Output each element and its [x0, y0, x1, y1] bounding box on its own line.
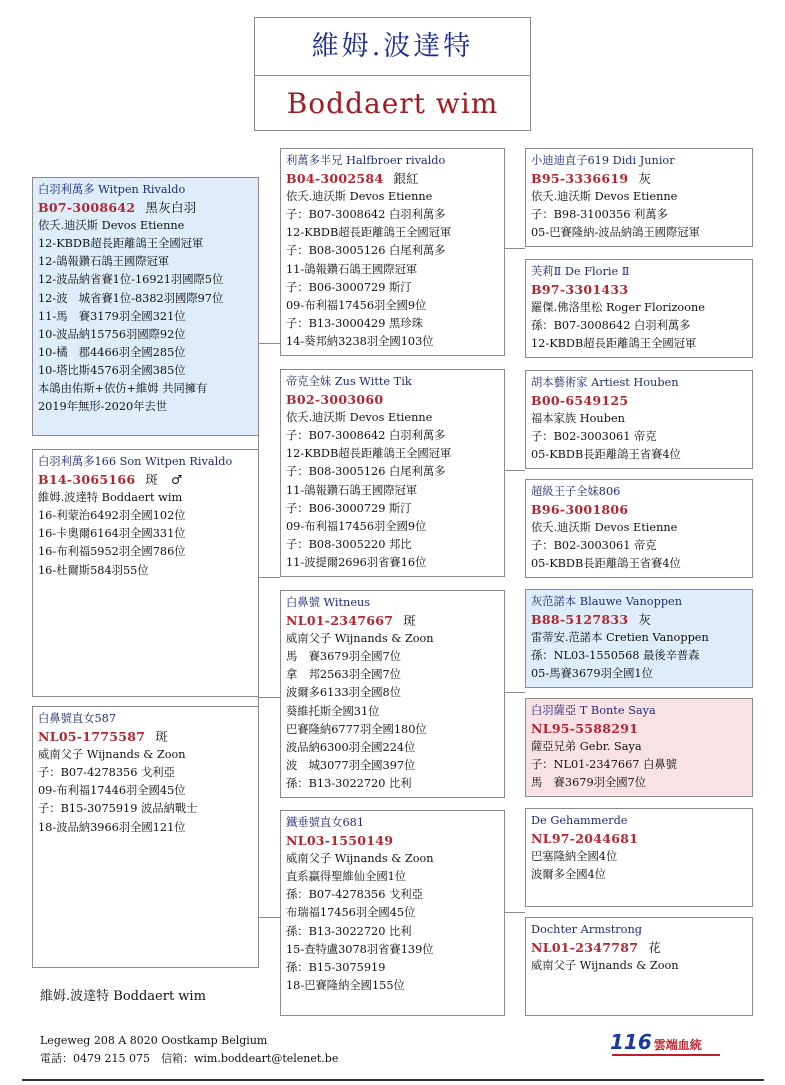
info-line: 子：B07-3008642 白羽利萬多 [286, 429, 446, 443]
info-line: 巴塞隆納全國4位 [531, 850, 618, 864]
pigeon-card-ggs-1 [525, 148, 753, 247]
pigeon-name: 胡本藝術家 Artiest Houben [531, 376, 679, 389]
pigeon-card-ggd-4 [525, 917, 753, 1016]
ring-row [38, 199, 253, 217]
info-line: 10-波品納15756羽國際92位 [38, 327, 186, 341]
pigeon-card-ggs-4 [525, 808, 753, 907]
pigeon-card-ggd-1 [525, 259, 753, 358]
pigeon-name: 白羽利萬多166 Son Witpen Rivaldo [38, 455, 233, 468]
pigeon-name: 白鼻號 Witneus [286, 596, 371, 609]
pigeon-card-dam [32, 706, 259, 968]
info-line: 拿 邦2563羽全國7位 [286, 668, 402, 682]
ring-row [286, 832, 499, 850]
pigeon-color: 灰 [638, 171, 652, 187]
info-line: 09-布利福17456羽全國9位 [286, 519, 427, 533]
pigeon-color: 斑 ♂ [145, 472, 183, 488]
pigeon-card-ggd-3 [525, 698, 753, 797]
pigeon-name: 白羽薩亞 T Bonte Saya [531, 704, 656, 717]
info-line: 子：B06-3000729 斯汀 [286, 280, 412, 294]
info-line: 12-KBDB超長距離鴿王全國冠軍 [286, 447, 452, 461]
pigeon-name: 鐵垂號直女681 [286, 816, 365, 829]
info-line: 福本家族 Houben [531, 412, 625, 426]
info-line: 直系贏得聖維仙全國1位 [286, 870, 407, 884]
pigeon-card-grandsire-dam-side [280, 590, 505, 798]
info-line: 09-布利福17446羽全國45位 [38, 784, 186, 798]
ring-number: B95-3336619 [531, 171, 629, 187]
connector-line [505, 912, 525, 913]
ring-row [531, 501, 747, 519]
info-line: 18-巴賽隆納全國155位 [286, 978, 405, 992]
ring-row [531, 720, 747, 738]
logo-number: 116 [610, 1030, 652, 1054]
ring-row [286, 170, 499, 188]
info-line: 14-葵邦納3238羽全國103位 [286, 334, 434, 348]
title-box [254, 17, 531, 131]
info-line: 孫：B07-3008642 白羽利萬多 [531, 319, 691, 333]
info-line: 波爾多6133羽全國8位 [286, 686, 402, 700]
ring-row [531, 170, 747, 188]
pigeon-name: 小迪迪直子619 Didi Junior [531, 154, 675, 167]
pigeon-name: 超級王子全妹806 [531, 485, 621, 498]
ring-number: NL01-2347667 [286, 613, 394, 629]
info-line: 威南父子 Wijnands & Zoon [286, 852, 434, 866]
info-line: 雷蒂安.范諾本 Cretien Vanoppen [531, 631, 709, 645]
pigeon-card-sire [32, 177, 259, 436]
pigeon-name: 帝克全妹 Zus Witte Tik [286, 375, 412, 388]
info-line: 威南父子 Wijnands & Zoon [38, 748, 186, 762]
pigeon-card-granddam-dam-side [280, 810, 505, 1016]
ring-number: NL05-1775587 [38, 729, 146, 745]
info-line: 16-布利福5952羽全國786位 [38, 545, 186, 559]
brand-logo [610, 1030, 725, 1060]
connector-line [505, 248, 525, 249]
ring-number: B97-3301433 [531, 282, 629, 298]
ring-number: B14-3065166 [38, 472, 136, 488]
info-line: 11-馬 賽3179羽全國321位 [38, 309, 186, 323]
info-line: 子：NL01-2347667 白鼻號 [531, 758, 677, 772]
info-line: 羅傑.佛洛里松 Roger Florizoone [531, 301, 705, 315]
info-line: 10-塔比斯4576羽全國385位 [38, 363, 186, 377]
info-line: 巴賽隆納6777羽全國180位 [286, 722, 427, 736]
info-line: 11-波提爾2696羽省賽16位 [286, 555, 427, 569]
contact-block [40, 1032, 338, 1068]
ring-number: B96-3001806 [531, 502, 629, 518]
info-line: 葵維托斯全國31位 [286, 704, 380, 718]
info-line: 15-查特盧3078羽省賽139位 [286, 942, 434, 956]
ring-number: B04-3002584 [286, 171, 384, 187]
info-line: 16-卡奧爾6164羽全國331位 [38, 527, 186, 541]
info-line: 波品納6300羽全國224位 [286, 740, 416, 754]
info-line: 馬 賽3679羽全國7位 [531, 776, 647, 790]
ring-row [38, 471, 253, 489]
info-line: 05-馬賽3679羽全國1位 [531, 667, 653, 681]
ring-number: B02-3003060 [286, 392, 384, 408]
info-line: 11-鴿報鑽石鴿王國際冠軍 [286, 262, 418, 276]
ring-row [38, 728, 253, 746]
ring-row [286, 391, 499, 409]
pigeon-card-ggs-2 [525, 370, 753, 469]
info-line: 12-KBDB超長距離鴿王全國冠軍 [531, 337, 697, 351]
info-line: 子：B08-3005126 白尾利萬多 [286, 244, 446, 258]
address-line: Legeweg 208 A 8020 Oostkamp Belgium [40, 1034, 268, 1047]
ring-number: B00-6549125 [531, 393, 629, 409]
pigeon-color: 花 [648, 940, 662, 956]
contact-line: 電話：0479 215 075 信箱：wim.boddeart@telenet.be [40, 1052, 339, 1065]
info-line: 威南父子 Wijnands & Zoon [531, 959, 679, 973]
info-line: 子：B13-3000429 黑珍珠 [286, 316, 423, 330]
logo-text: 雲端血統 [653, 1038, 702, 1052]
info-line: 12-KBDB超長距離鴿王全國冠軍 [38, 237, 204, 251]
info-line: 孫：NL03-1550568 最後辛普森 [531, 649, 700, 663]
info-line: 子：B02-3003061 帝克 [531, 539, 657, 553]
info-line: 05-KBDB長距離鴿王省賽4位 [531, 448, 681, 462]
ring-row [531, 830, 747, 848]
pigeon-card-granddam [280, 369, 505, 577]
connector-line [258, 697, 280, 698]
ring-number: NL01-2347787 [531, 940, 639, 956]
ring-number: B88-5127833 [531, 612, 629, 628]
info-line: 05-KBDB長距離鴿王省賽4位 [531, 557, 681, 571]
info-line: 孫：B13-3022720 比利 [286, 924, 412, 938]
info-line: 子：B98-3100356 利萬多 [531, 208, 668, 222]
bottom-rule [22, 1079, 764, 1081]
ring-row [531, 392, 747, 410]
info-line: 薩亞兄弟 Gebr. Saya [531, 740, 642, 754]
owner-name-english: Boddaert wim [286, 87, 499, 120]
info-line: 16-利蒙治6492羽全國102位 [38, 509, 186, 523]
pigeon-name: 白羽利萬多 Witpen Rivaldo [38, 183, 186, 196]
info-line: 孫：B15-3075919 [286, 960, 386, 974]
pigeon-name: De Gehammerde [531, 814, 628, 827]
ring-row [286, 612, 499, 630]
info-line: 05-巴賽隆納-波品納鴿王國際冠軍 [531, 226, 700, 240]
info-line: 依夭.迪沃斯 Devos Etienne [286, 190, 433, 204]
connector-line [505, 692, 525, 693]
pigeon-color: 銀紅 [393, 171, 419, 187]
ring-number: NL97-2044681 [531, 831, 639, 847]
info-line: 依夭.迪沃斯 Devos Etienne [286, 411, 433, 425]
info-line: 依夭.迪沃斯 Devos Etienne [38, 219, 185, 233]
info-line: 12-鴿報鑽石鴿王國際冠軍 [38, 255, 170, 269]
info-line: 09-布利福17456羽全國9位 [286, 298, 427, 312]
info-line: 12-波品納省賽1位-16921羽國際5位 [38, 273, 224, 287]
info-line: 12-波 城省賽1位-8382羽國際97位 [38, 291, 224, 305]
info-line: 18-波品納3966羽全國121位 [38, 820, 186, 834]
info-line: 孫：B07-4278356 戈利亞 [286, 888, 423, 902]
connector-line [258, 917, 280, 918]
info-line: 依夭.迪沃斯 Devos Etienne [531, 190, 678, 204]
ring-row [531, 939, 747, 957]
info-line: 11-鴿報鑽石鴿王國際冠軍 [286, 483, 418, 497]
info-line: 子：B08-3005220 邦比 [286, 537, 412, 551]
info-line: 子：B02-3003061 帝克 [531, 430, 657, 444]
owner-signature: 維姆.波達特 Boddaert wim [40, 989, 206, 1004]
pigeon-name: 利萬多半兄 Halfbroer rivaldo [286, 154, 446, 167]
info-line: 維姆.波達特 Boddaert wim [38, 491, 183, 505]
pigeon-color: 斑 [403, 613, 417, 629]
pigeon-name: Dochter Armstrong [531, 923, 642, 936]
info-line: 子：B08-3005126 白尾利萬多 [286, 465, 446, 479]
info-line: 布瑞福17456羽全國45位 [286, 906, 416, 920]
info-line: 馬 賽3679羽全國7位 [286, 650, 402, 664]
pigeon-card-ggd-2 [525, 479, 753, 578]
logo-underline [612, 1054, 720, 1056]
info-line: 子：B07-4278356 戈利亞 [38, 766, 175, 780]
info-line: 依夭.迪沃斯 Devos Etienne [531, 521, 678, 535]
info-line: 10-橘 郡4466羽全國285位 [38, 345, 186, 359]
pigeon-color: 灰 [638, 612, 652, 628]
info-line: 子：B15-3075919 波品納戰士 [38, 802, 198, 816]
pigeon-name: 芙莉Ⅱ De Florie Ⅱ [531, 265, 630, 278]
info-line: 波爾多全國4位 [531, 868, 606, 882]
pigeon-color: 黑灰白羽 [145, 200, 197, 216]
connector-line [505, 470, 525, 471]
connector-line [258, 343, 280, 344]
ring-number: NL95-5588291 [531, 721, 639, 737]
info-line: 本鴿由佑斯+依仿+維姆 共同擁有 [38, 382, 208, 396]
pigeon-color: 斑 [155, 729, 169, 745]
pigeon-name: 白鼻號直女587 [38, 712, 117, 725]
info-line: 威南父子 Wijnands & Zoon [286, 632, 434, 646]
info-line: 2019年無形-2020年去世 [38, 400, 168, 414]
ring-row [531, 281, 747, 299]
info-line: 子：B06-3000729 斯汀 [286, 501, 412, 515]
connector-line [258, 577, 280, 578]
ring-number: NL03-1550149 [286, 833, 394, 849]
info-line: 12-KBDB超長距離鴿王全國冠軍 [286, 226, 452, 240]
info-line: 子：B07-3008642 白羽利萬多 [286, 208, 446, 222]
pigeon-card-ggs-3 [525, 589, 753, 688]
pigeon-card-grandsire [280, 148, 505, 356]
info-line: 波 城3077羽全國397位 [286, 758, 416, 772]
ring-number: B07-3008642 [38, 200, 136, 216]
owner-name-chinese: 維姆.波達特 [255, 18, 530, 76]
pigeon-name: 灰范諾本 Blauwe Vanoppen [531, 595, 683, 608]
pigeon-card-sire-son [32, 449, 259, 697]
info-line: 孫：B13-3022720 比利 [286, 776, 412, 790]
info-line: 16-杜爾斯584羽55位 [38, 563, 149, 577]
ring-row [531, 611, 747, 629]
